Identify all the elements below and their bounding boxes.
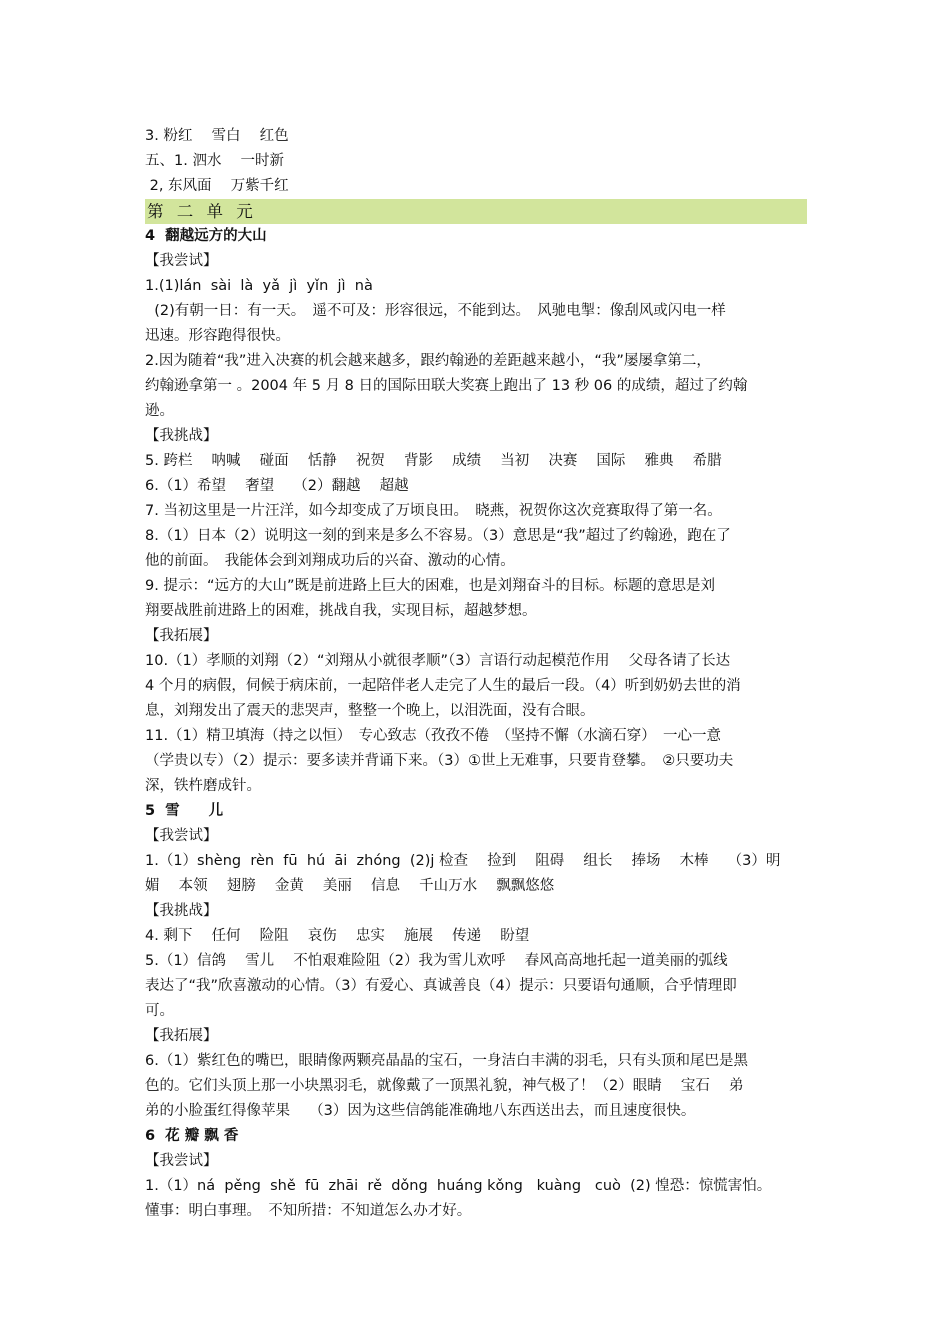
text-line: 【我挑战】 (145, 903, 218, 919)
text-line: 【我拓展】 (145, 628, 218, 644)
text-line: 表达了“我”欣喜激动的心情。（3）有爱心、真诚善良（4）提示：只要语句通顺，合乎情理即 (145, 978, 737, 994)
text-line: 8.（1）日本（2）说明这一刻的到来是多么不容易。（3）意思是“我”超过了约翰逊，跑在了 (145, 528, 731, 544)
text-line: 可。 (145, 1003, 174, 1019)
text-line: 逊。 (145, 403, 174, 419)
text-line: 五、1. 泗水 一时新 (145, 153, 285, 169)
text-line: 10.（1）孝顺的刘翔（2）“刘翔从小就很孝顺”（3）言语行动起模范作用 父母各请了长达 (145, 653, 731, 669)
text-line: 6.（1）紫红色的嘴巴，眼睛像两颗亮晶晶的宝石，一身洁白丰满的羽毛，只有头顶和尾巴是黑 (145, 1053, 749, 1069)
text-line: 色的。它们头顶上那一小块黑羽毛，就像戴了一顶黑礼貌，神气极了！（2）眼睛 宝石 弟 (145, 1078, 744, 1094)
text-line: 2.因为随着“我”进入决赛的机会越来越多，跟约翰逊的差距越来越小，“我”屡屡拿第二， (145, 353, 711, 369)
text-line: 弟的小脸蛋红得像苹果 （3）因为这些信鸽能准确地八东西送出去，而且速度很快。 (145, 1103, 696, 1119)
answer-key-text (145, 124, 807, 1224)
text-line: 1.(1)lán sài là yǎ jì yǐn jì nà (145, 278, 373, 294)
lesson-heading: 4 翻越远方的大山 (145, 228, 267, 244)
lesson-heading: 6 花 瓣 飘 香 (145, 1128, 239, 1144)
text-line: 1.（1）shèng rèn fū hú āi zhóng (2)j 检查 捡到 阻碍 组长 捧场 木棒 （3）明 (145, 853, 781, 869)
text-line: 他的前面。 我能体会到刘翔成功后的兴奋、激动的心情。 (145, 553, 515, 569)
text-line: 【我尝试】 (145, 1153, 218, 1169)
text-line: 约翰逊拿第一 。2004 年 5 月 8 日的国际田联大奖赛上跑出了 13 秒 06 的成绩，超过了约翰 (145, 378, 748, 394)
text-line: 2, 东风面 万紫千红 (145, 178, 289, 194)
text-line: 息，刘翔发出了震天的悲哭声，整整一个晚上，以泪洗面，没有合眼。 (145, 703, 595, 719)
text-line: 4. 剩下 任何 险阻 哀伤 忠实 施展 传递 盼望 (145, 928, 530, 944)
text-line: 翔要战胜前进路上的困难，挑战自我，实现目标，超越梦想。 (145, 603, 537, 619)
text-line: 5.（1）信鸽 雪儿 不怕艰难险阻（2）我为雪儿欢呼 春风高高地托起一道美丽的弧线 (145, 953, 728, 969)
text-line: (2)有朝一日：有一天。 遥不可及：形容很远，不能到达。 风驰电掣：像刮风或闪电一样 (145, 303, 726, 319)
text-line: 深，铁杵磨成针。 (145, 778, 261, 794)
text-line: 1.（1）ná pěng shě fū zhāi rě dǒng huáng kǒng kuàng cuò (2) 惶恐：惊慌害怕。 (145, 1178, 772, 1194)
text-line: 【我尝试】 (145, 828, 218, 844)
text-line: （学贵以专）（2）提示：要多读并背诵下来。（3）①世上无难事，只要肯登攀。 ②只要功夫 (145, 753, 734, 769)
text-line: 【我拓展】 (145, 1028, 218, 1044)
text-line: 迅速。形容跑得很快。 (145, 328, 290, 344)
text-line: 4 个月的病假，伺候于病床前，一起陪伴老人走完了人生的最后一段。（4）听到奶奶去世的消 (145, 678, 741, 694)
text-line: 【我尝试】 (145, 253, 218, 269)
unit-heading: 第 二 单 元 (145, 199, 807, 224)
text-line: 9. 提示：“远方的大山”既是前进路上巨大的困难，也是刘翔奋斗的目标。标题的意思是刘 (145, 578, 715, 594)
text-line: 3. 粉红 雪白 红色 (145, 128, 289, 144)
text-line: 媚 本领 翅膀 金黄 美丽 信息 千山万水 飘飘悠悠 (145, 878, 555, 894)
lesson-heading: 5 雪 儿 (145, 803, 224, 819)
text-line: 【我挑战】 (145, 428, 218, 444)
text-line: 懂事：明白事理。 不知所措：不知道怎么办才好。 (145, 1203, 472, 1219)
text-line: 5. 跨栏 呐喊 碰面 恬静 祝贺 背影 成绩 当初 决赛 国际 雅典 希腊 (145, 453, 722, 469)
text-line: 7. 当初这里是一片汪洋，如今却变成了万顷良田。 晓燕，祝贺你这次竞赛取得了第一名。 (145, 503, 722, 519)
text-line: 6.（1）希望 奢望 （2）翻越 超越 (145, 478, 409, 494)
text-line: 11.（1）精卫填海（持之以恒） 专心致志（孜孜不倦 （坚持不懈（水滴石穿） 一心一意 (145, 728, 722, 744)
